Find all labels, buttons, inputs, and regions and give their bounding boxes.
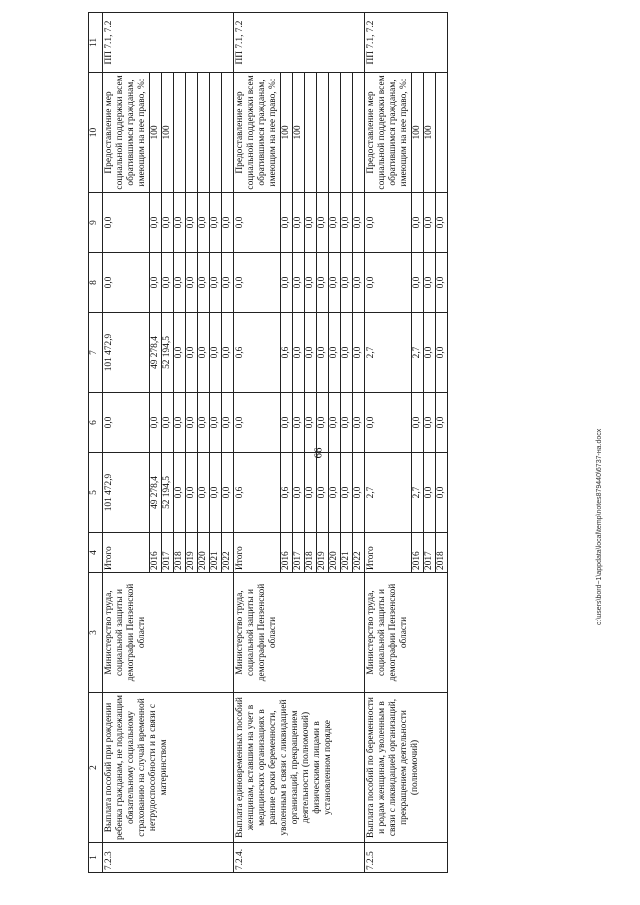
header-cell: 8 (89, 253, 103, 313)
year-value: 0,0 (305, 313, 317, 393)
total-value: 0,6 (234, 313, 281, 393)
year-value: 0,0 (341, 393, 353, 453)
total-value: 101 472,9 (103, 313, 150, 393)
total-value: 0,0 (234, 393, 281, 453)
year-value: 0,0 (436, 253, 448, 313)
year-value: 0,0 (424, 313, 436, 393)
section-total-row (365, 13, 412, 873)
year-label: 2018 (436, 533, 448, 573)
total-value: 0,0 (103, 393, 150, 453)
year-value: 52 194,5 (162, 453, 174, 533)
year-value: 0,0 (174, 253, 186, 313)
year-value: 0,0 (353, 193, 365, 253)
year-value: 0,0 (329, 253, 341, 313)
year-value: 0,0 (186, 313, 198, 393)
year-value: 0,0 (317, 393, 329, 453)
year-label: 2018 (305, 533, 317, 573)
year-label: 2017 (162, 533, 174, 573)
year-value: 0,0 (174, 193, 186, 253)
section-total-row (103, 13, 150, 873)
year-value: 0,0 (198, 193, 210, 253)
year-value: 0,0 (424, 393, 436, 453)
header-cell: 9 (89, 193, 103, 253)
year-value: 0,0 (150, 193, 162, 253)
section-executor: Министерство труда, социальной защиты и демографии Пензенской области (365, 573, 448, 693)
file-path-footer (596, 429, 603, 625)
section-executor: Министерство труда, социальной защиты и демографии Пензенской области (103, 573, 234, 693)
year-value: 0,0 (329, 393, 341, 453)
year-value: 0,0 (293, 313, 305, 393)
header-cell: 4 (89, 533, 103, 573)
year-value: 0,0 (317, 313, 329, 393)
year-value: 0,0 (353, 313, 365, 393)
year-value: 0,0 (341, 193, 353, 253)
year-value: 0,0 (222, 393, 234, 453)
indicator-value: 100 (281, 73, 293, 193)
year-value: 0,0 (210, 193, 222, 253)
year-value: 0,0 (150, 253, 162, 313)
year-value: 0,0 (317, 253, 329, 313)
year-value: 0,0 (341, 253, 353, 313)
header-cell: 7 (89, 313, 103, 393)
page-number: 66 (312, 447, 325, 459)
indicator-text: Предоставление мер социальной поддержки всем обратившимся гражданам, имеющим на нее право, %: (365, 73, 412, 193)
year-value: 0,0 (436, 453, 448, 533)
total-value: 2,7 (365, 453, 412, 533)
year-value: 0,0 (293, 193, 305, 253)
indicator-value (305, 73, 317, 193)
total-label: Итого (103, 533, 150, 573)
year-value: 0,0 (412, 193, 424, 253)
year-value: 0,0 (186, 253, 198, 313)
section-code: 7.2.5 (365, 843, 448, 873)
total-value: 0,0 (365, 193, 412, 253)
year-value: 0,0 (293, 253, 305, 313)
indicator-text: Предоставление мер социальной поддержки всем обратившимся гражданам, имеющим на нее право, %: (234, 73, 281, 193)
year-value: 0,0 (210, 253, 222, 313)
indicator-value: 100 (162, 73, 174, 193)
year-value: 0,0 (353, 253, 365, 313)
section-executor: Министерство труда, социальной защиты и демографии Пензенской области (234, 573, 365, 693)
year-value: 0,0 (222, 453, 234, 533)
year-value: 0,0 (162, 393, 174, 453)
year-label: 2016 (281, 533, 293, 573)
section-total-row (234, 13, 281, 873)
indicator-value: 100 (424, 73, 436, 193)
program-table (88, 12, 448, 873)
total-label: Итого (365, 533, 412, 573)
section-title: Выплата пособий при рождении ребенка гражданам, не подлежащим обязательному социальному страхованию на случай временной нетрудоспособности и в связи с материнством (103, 693, 234, 843)
year-value: 0,0 (329, 453, 341, 533)
indicator-value: 100 (293, 73, 305, 193)
header-cell: 6 (89, 393, 103, 453)
year-value: 0,0 (198, 453, 210, 533)
year-label: 2021 (341, 533, 353, 573)
header-cell: 1 (89, 843, 103, 873)
total-value: 0,0 (103, 193, 150, 253)
total-label: Итого (234, 533, 281, 573)
year-value: 49 278,4 (150, 313, 162, 393)
year-value: 0,0 (162, 193, 174, 253)
indicator-value (186, 73, 198, 193)
rotated-content (88, 13, 608, 873)
header-row (89, 13, 103, 873)
year-value: 0,0 (198, 393, 210, 453)
total-value: 0,0 (365, 393, 412, 453)
year-value: 0,0 (424, 193, 436, 253)
year-label: 2019 (186, 533, 198, 573)
year-value: 0,0 (353, 393, 365, 453)
year-label: 2020 (329, 533, 341, 573)
year-value: 2,7 (412, 453, 424, 533)
file-path: c:\users\bord~1\appdata\local\temp\notes879440\6737-на.docx (596, 428, 603, 625)
total-value: 0,0 (234, 253, 281, 313)
year-value: 2,7 (412, 313, 424, 393)
year-value: 0,0 (305, 453, 317, 533)
indicator-value (222, 73, 234, 193)
year-value: 0,0 (317, 193, 329, 253)
indicator-value (353, 73, 365, 193)
year-value: 0,0 (329, 193, 341, 253)
year-value: 0,0 (162, 253, 174, 313)
indicator-value: 100 (412, 73, 424, 193)
header-cell: 3 (89, 573, 103, 693)
total-value: 0,6 (234, 453, 281, 533)
year-label: 2017 (293, 533, 305, 573)
year-label: 2016 (150, 533, 162, 573)
total-value: 0,0 (234, 193, 281, 253)
year-value: 0,0 (293, 453, 305, 533)
year-value: 0,0 (174, 393, 186, 453)
year-label: 2022 (353, 533, 365, 573)
year-value: 0,0 (341, 453, 353, 533)
year-value: 0,0 (222, 193, 234, 253)
indicator-text: Предоставление мер социальной поддержки всем обратившимся гражданам, имеющим на нее право, %: (103, 73, 150, 193)
year-value: 0,0 (186, 193, 198, 253)
indicator-value (329, 73, 341, 193)
indicator-value (341, 73, 353, 193)
year-value: 0,0 (174, 453, 186, 533)
year-value: 0,0 (293, 393, 305, 453)
section-title: Выплата пособий по беременности и родам женщинам, уволенным в связи с ликвидацией организаций, прекращением деятельности (полномочий) (365, 693, 448, 843)
indicator-value (210, 73, 222, 193)
year-label: 2019 (317, 533, 329, 573)
indicator-value (436, 73, 448, 193)
year-value: 0,0 (305, 393, 317, 453)
total-value: 0,0 (103, 253, 150, 313)
year-value: 0,0 (186, 393, 198, 453)
year-label: 2021 (210, 533, 222, 573)
year-value: 0,0 (436, 313, 448, 393)
year-value: 0,0 (353, 453, 365, 533)
indicator-value (198, 73, 210, 193)
year-label: 2018 (174, 533, 186, 573)
section-title: Выплата единовременных пособий женщинам, вставшим на учет в медицинских организациях в ранние сроки беременности, уволенным в связи с ликвидацией организаций, прекращением деятельности (полномочий) физическими лицами в установленном порядке (234, 693, 365, 843)
year-value: 0,0 (436, 193, 448, 253)
year-value: 0,0 (317, 453, 329, 533)
year-value: 49 278,4 (150, 453, 162, 533)
year-value: 0,0 (210, 393, 222, 453)
year-value: 0,0 (222, 253, 234, 313)
year-value: 0,0 (222, 313, 234, 393)
indicator-value (317, 73, 329, 193)
year-value: 0,0 (281, 393, 293, 453)
year-value: 0,6 (281, 453, 293, 533)
year-label: 2022 (222, 533, 234, 573)
year-value: 0,0 (305, 253, 317, 313)
year-value: 0,0 (341, 313, 353, 393)
reference: ПП 7.1, 7.2 (103, 13, 234, 73)
year-value: 0,0 (210, 453, 222, 533)
reference: ПП 7.1, 7.2 (234, 13, 365, 73)
indicator-value (174, 73, 186, 193)
year-value: 0,0 (150, 393, 162, 453)
year-label: 2016 (412, 533, 424, 573)
year-label: 2017 (424, 533, 436, 573)
year-value: 0,0 (210, 313, 222, 393)
year-value: 0,0 (281, 253, 293, 313)
total-value: 0,0 (365, 253, 412, 313)
year-value: 0,0 (424, 253, 436, 313)
indicator-value: 100 (150, 73, 162, 193)
year-value: 0,0 (412, 253, 424, 313)
total-value: 101 472,9 (103, 453, 150, 533)
year-value: 0,0 (305, 193, 317, 253)
year-value: 52 194,5 (162, 313, 174, 393)
year-value: 0,0 (424, 453, 436, 533)
year-label: 2020 (198, 533, 210, 573)
year-value: 0,0 (174, 313, 186, 393)
year-value: 0,0 (436, 393, 448, 453)
header-cell: 11 (89, 13, 103, 73)
year-value: 0,6 (281, 313, 293, 393)
section-code: 7.2.3 (103, 843, 234, 873)
year-value: 0,0 (281, 193, 293, 253)
year-value: 0,0 (412, 393, 424, 453)
header-cell: 2 (89, 693, 103, 843)
table-body (89, 13, 448, 873)
section-code: 7.2.4. (234, 843, 365, 873)
year-value: 0,0 (329, 313, 341, 393)
header-cell: 10 (89, 73, 103, 193)
total-value: 2,7 (365, 313, 412, 393)
header-cell: 5 (89, 453, 103, 533)
year-value: 0,0 (198, 253, 210, 313)
year-value: 0,0 (186, 453, 198, 533)
reference: ПП 7.1, 7.2 (365, 13, 448, 73)
year-value: 0,0 (198, 313, 210, 393)
